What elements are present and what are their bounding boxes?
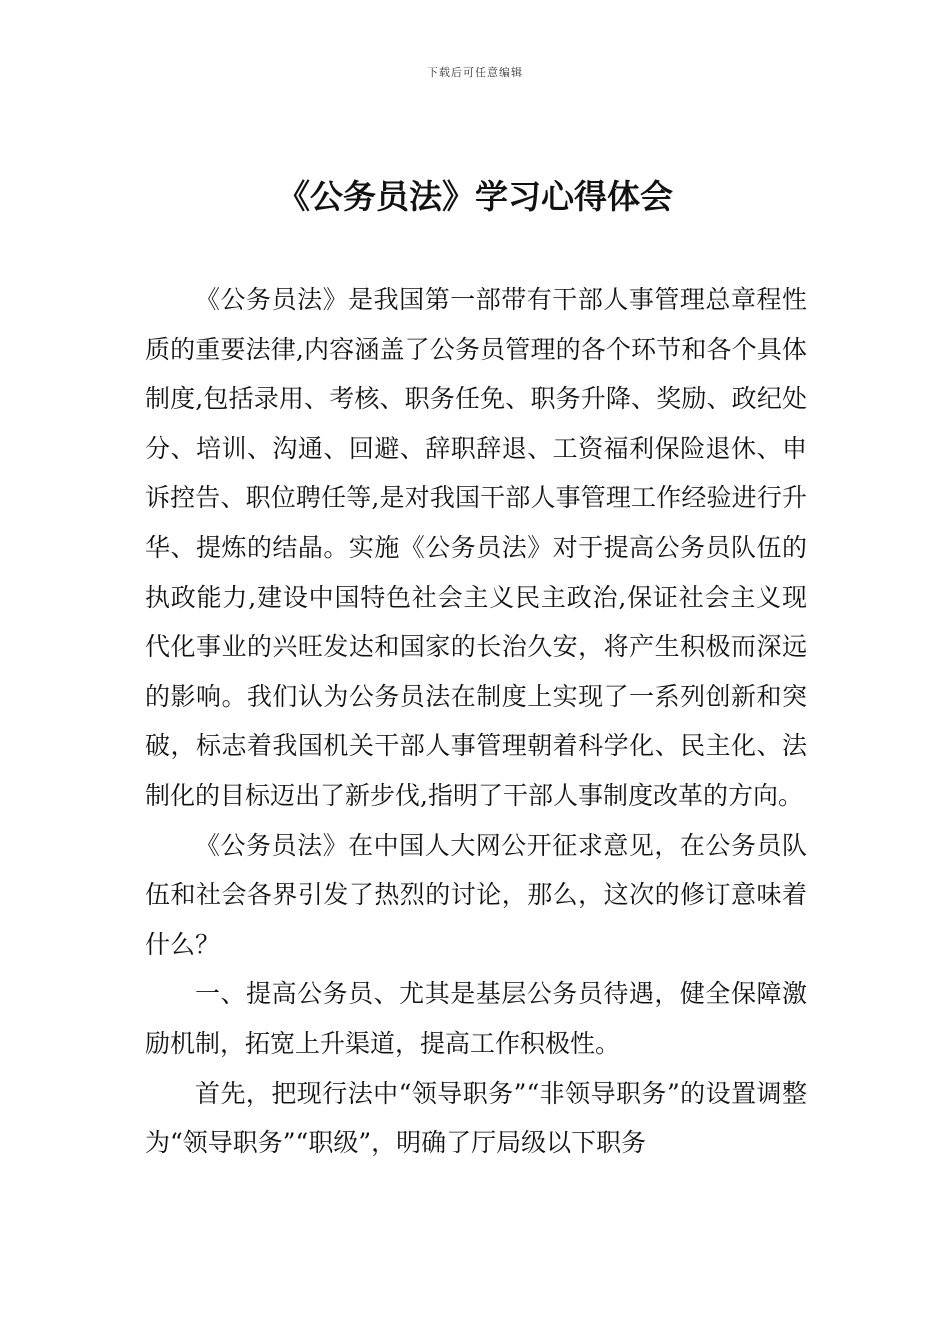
paragraph: 一、提高公务员、尤其是基层公务员待遇，健全保障激励机制，拓宽上升渠道，提高工作积极性。 — [145, 979, 807, 1058]
paragraph: 《公务员法》在中国人大网公开征求意见，在公务员队伍和社会各界引发了热烈的讨论，那么，这次的修订意味着什么？ — [145, 830, 807, 959]
document-body — [145, 275, 807, 1168]
header-note: 下载后可任意编辑 — [427, 66, 523, 79]
document-title: 《公务员法》学习心得体会 — [277, 177, 673, 216]
paragraph: 《公务员法》是我国第一部带有干部人事管理总章程性质的重要法律,内容涵盖了公务员管理的各个环节和各个具体制度,包括录用、考核、职务任免、职务升降、奖励、政纪处分、培训、沟通、回避、辞职辞退、工资福利保险退休、申诉控告、职位聘任等,是对我国干部人事管理工作经验进行升华、提炼的结晶。实施《公务员法》对于提高公务员队伍的执政能力,建设中国特色社会主义民主政治,保证社会主义现代化事业的兴旺发达和国家的长治久安，将产生积极而深远的影响。我们认为公务员法在制度上实现了一系列创新和突破，标志着我国机关干部人事管理朝着科学化、民主化、法制化的目标迈出了新步伐,指明了干部人事制度改革的方向。 — [145, 285, 807, 810]
paragraph: 首先，把现行法中“领导职务”“非领导职务”的设置调整为“领导职务”“职级”，明确了厅局级以下职务 — [145, 1078, 807, 1158]
